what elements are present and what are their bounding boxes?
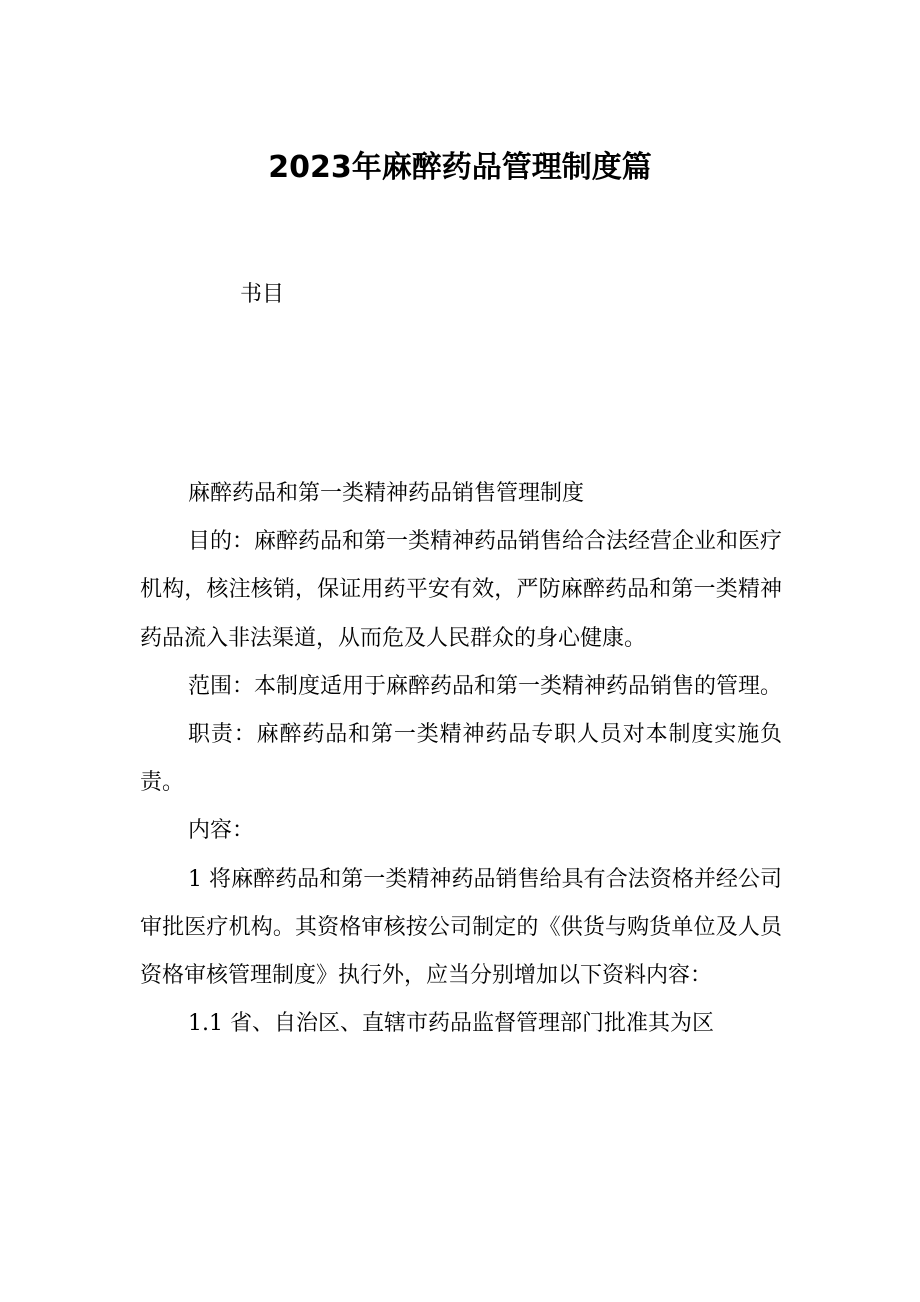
toc-label: 书目 bbox=[240, 282, 285, 307]
paragraph-item-1-1: 1.1 省、自治区、直辖市药品监督管理部门批准其为区 bbox=[188, 1011, 714, 1037]
document-title: 2023年麻醉药品管理制度篇 bbox=[268, 150, 652, 185]
section-heading: 麻醉药品和第一类精神药品销售管理制度 bbox=[188, 481, 585, 506]
paragraph-responsibility: 职责：麻醉药品和第一类精神药品专职人员对本制度实施负责。 bbox=[140, 722, 782, 796]
paragraph-item-1: 1 将麻醉药品和第一类精神药品销售给具有合法资格并经公司审批医疗机构。其资格审核按公司制定的《供货与购货单位及人员资格审核管理制度》执行外，应当分别增加以下资料内容： bbox=[140, 866, 782, 989]
paragraph-purpose: 目的：麻醉药品和第一类精神药品销售给合法经营企业和医疗机构，核注核销，保证用药平安有效，严防麻醉药品和第一类精神药品流入非法渠道，从而危及人民群众的身心健康。 bbox=[140, 529, 783, 651]
document-body bbox=[140, 470, 782, 1048]
paragraph-content-label: 内容： bbox=[188, 818, 255, 844]
paragraph-scope: 范围：本制度适用于麻醉药品和第一类精神药品销售的管理。 bbox=[188, 673, 783, 699]
